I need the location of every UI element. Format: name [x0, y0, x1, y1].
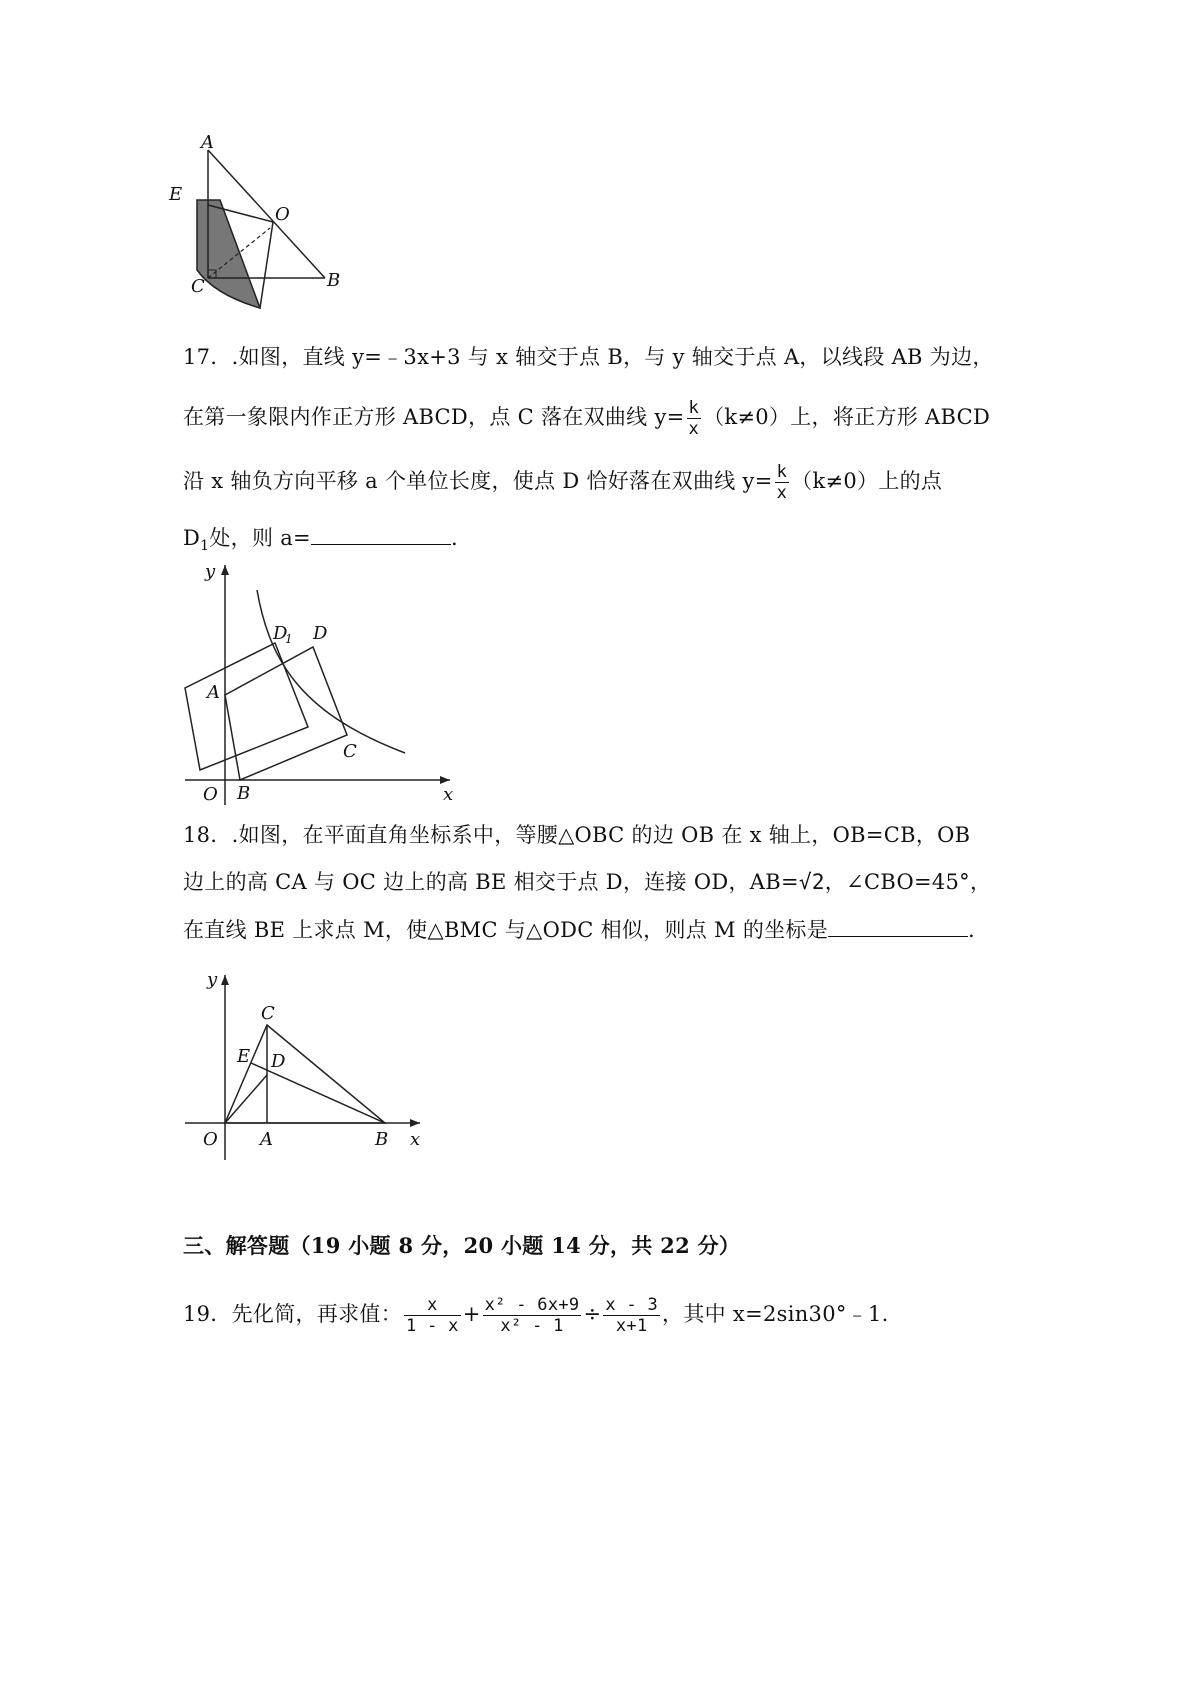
fig18-label-b: B — [375, 1129, 389, 1150]
fig16-label-e: E — [169, 184, 183, 205]
q18-line-1 — [183, 820, 970, 850]
q19-f3-num: x - 3 — [605, 1295, 659, 1315]
q18-text-2a: 边上的高 CA 与 OC 边上的高 BE 相交于点 D，连接 OD，AB= — [183, 870, 799, 894]
figure-q16 — [169, 130, 375, 310]
q18-text-2b: ，∠CBO=45°， — [824, 870, 992, 894]
fig17-label-b: B — [237, 783, 251, 804]
q18-end: . — [968, 918, 975, 942]
fig18-label-e: E — [237, 1046, 251, 1067]
q18-line-2 — [183, 867, 991, 897]
q17-frac2-den: x — [776, 483, 788, 503]
fig17-label-a: A — [207, 682, 220, 703]
q18-line-3 — [183, 914, 975, 945]
fig18-label-y: y — [207, 969, 218, 990]
q17-end: . — [450, 526, 458, 550]
fig18-label-c: C — [261, 1003, 275, 1024]
fig17-label-c: C — [343, 741, 357, 762]
q18-text-1: 18．.如图，在平面直角坐标系中，等腰△OBC 的边 OB 在 x 轴上，OB=CB，OB — [183, 823, 971, 847]
q17-text-3a: 沿 x 轴负方向平移 a 个单位长度，使点 D 恰好落在双曲线 y= — [183, 469, 773, 493]
fig17-label-y: y — [205, 561, 216, 582]
q17-text-1: 17．.如图，直线 y=﹣3x+3 与 x 轴交于点 B，与 y 轴交于点 A，以线段 AB 为边， — [183, 345, 994, 369]
q17-text-3b: （k≠0）上的点 — [791, 469, 943, 493]
q17-line-2 — [183, 398, 990, 439]
section-heading-text: 三、解答题（19 小题 8 分，20 小题 14 分，共 22 分） — [183, 1233, 741, 1258]
q19-divide: ÷ — [583, 1302, 602, 1326]
fig16-label-o: O — [275, 204, 290, 225]
q19-plus: + — [462, 1302, 481, 1326]
q19-f1-num: x — [404, 1295, 461, 1316]
q17-frac2-num: k — [776, 462, 788, 482]
q19-f2-num: x² - 6x+9 — [484, 1295, 580, 1315]
q19-f3-den: x+1 — [615, 1316, 648, 1336]
q17-line-3 — [183, 462, 942, 503]
q17-line-1 — [183, 342, 994, 372]
fig18-label-d: D — [271, 1051, 286, 1072]
fig17-label-d: D — [313, 623, 328, 644]
q19-fraction-1 — [404, 1295, 461, 1336]
fig17-label-x: x — [443, 784, 454, 805]
q19-text-pre: 19．先化简，再求值： — [183, 1302, 403, 1326]
q19-f2-den: x² - 1 — [500, 1316, 564, 1336]
fig16-label-b: B — [327, 270, 341, 291]
q19-fraction-2 — [483, 1295, 582, 1336]
fig16-label-a: A — [201, 132, 214, 153]
q17-text-4: 处，则 a= — [209, 526, 311, 550]
fig17-label-d1-sub: 1 — [285, 632, 293, 646]
q18-sqrt: √2 — [798, 870, 825, 894]
q18-text-3: 在直线 BE 上求点 M，使△BMC 与△ODC 相似，则点 M 的坐标是 — [183, 918, 829, 942]
fig18-label-a: A — [260, 1129, 273, 1150]
q19-text-post: ，其中 x=2sin30°﹣1. — [662, 1302, 889, 1326]
section-heading — [183, 1231, 740, 1261]
q18-answer-blank[interactable] — [828, 914, 968, 937]
fig16-label-c: C — [191, 276, 205, 297]
fig17-label-d1: D — [273, 623, 288, 644]
q17-text-2a: 在第一象限内作正方形 ABCD，点 C 落在双曲线 y= — [183, 405, 685, 429]
q19-line — [183, 1295, 889, 1336]
fig17-label-o: O — [203, 784, 218, 805]
q17-answer-blank[interactable] — [311, 522, 451, 545]
fig18-label-x: x — [410, 1129, 421, 1150]
q19-fraction-3 — [603, 1295, 660, 1336]
q17-fraction-k-over-x — [687, 398, 702, 439]
figure-q17 — [175, 555, 465, 810]
q17-text-2b: （k≠0）上，将正方形 ABCD — [703, 405, 991, 429]
q19-f1-den: 1 - x — [406, 1316, 459, 1336]
fig18-label-o: O — [203, 1129, 218, 1150]
q17-frac-num: k — [688, 398, 700, 418]
q17-d: D — [183, 526, 201, 550]
q17-frac-den: x — [688, 419, 700, 439]
q17-d-sub: 1 — [200, 538, 210, 555]
figure-q18 — [175, 955, 435, 1165]
q17-fraction-k-over-x-2 — [775, 462, 790, 503]
